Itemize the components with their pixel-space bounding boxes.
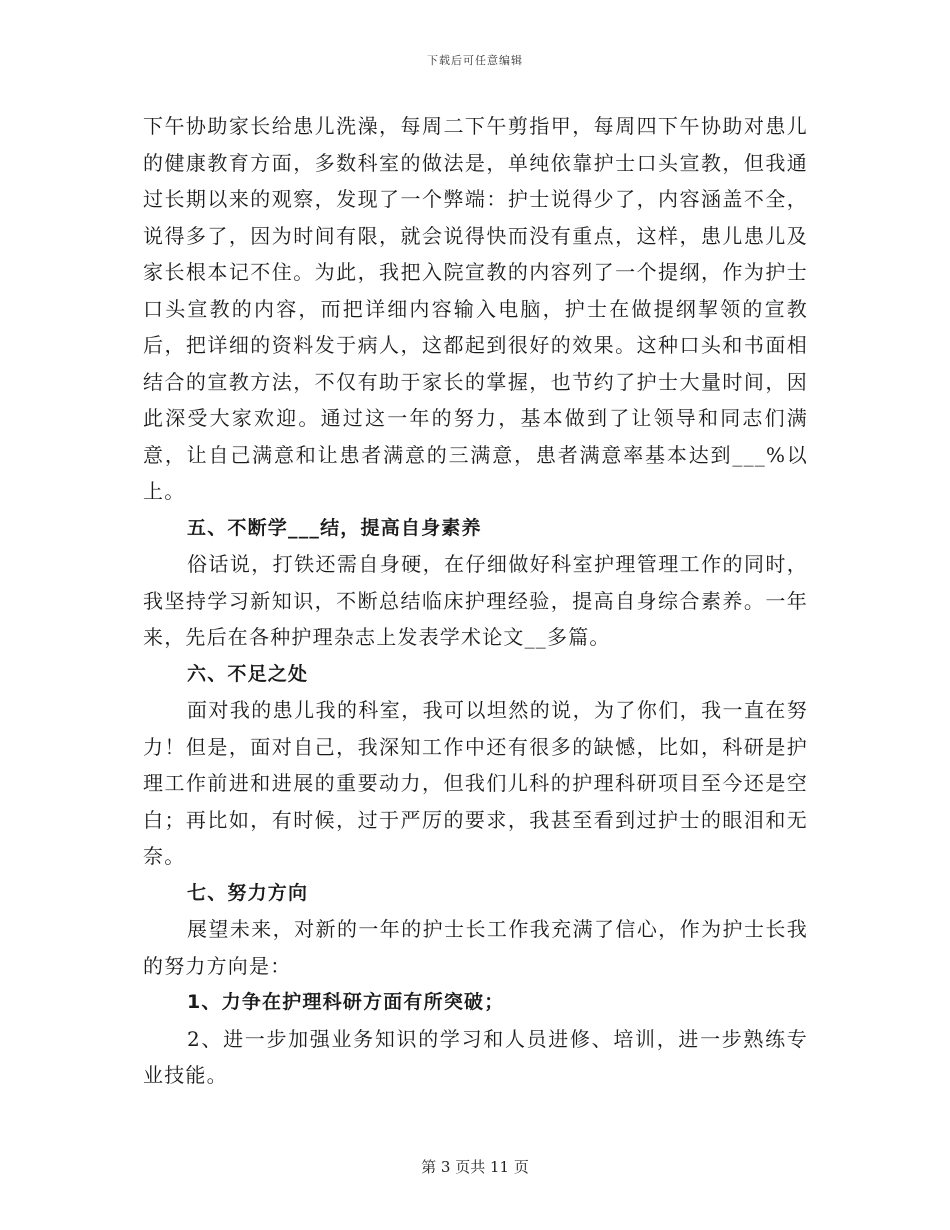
goal-item-2: 2、进一步加强业务知识的学习和人员进修、培训，进一步熟练专业技能。 xyxy=(143,1026,808,1087)
section-heading-5: 五、不断学___结，提高自身素养 xyxy=(187,516,482,539)
paragraph-shortcomings: 面对我的患儿我的科室，我可以坦然的说，为了你们，我一直在努力！但是，面对自己，我深知工作中还有很多的缺憾，比如，科研是护理工作前进和进展的重要动力，但我们儿科的护理科研项目至今还是空白；再比如，有时候，过于严厉的要求，我甚至看到过护士的眼泪和无奈。 xyxy=(143,698,808,868)
document-body xyxy=(143,108,808,1094)
section-heading-7: 七、努力方向 xyxy=(187,881,309,904)
paragraph-health-education: 下午协助家长给患儿洗澡，每周二下午剪指甲，每周四下午协助对患儿的健康教育方面，多数科室的做法是，单纯依靠护士口头宣教，但我通过长期以来的观察，发现了一个弊端：护士说得少了，内容涵盖不全，说得多了，因为时间有限，就会说得快而没有重点，这样，患儿患儿及家长根本记不住。为此，我把入院宣教的内容列了一个提纲，作为护士口头宣教的内容，而把详细内容输入电脑，护士在做提纲挈领的宣教后，把详细的资料发于病人，这都起到很好的效果。这种口头和书面相结合的宣教方法，不仅有助于家长的掌握，也节约了护士大量时间，因此深受大家欢迎。通过这一年的努力，基本做到了让领导和同志们满意，让自己满意和让患者满意的三满意，患者满意率基本达到___%以上。 xyxy=(143,114,808,503)
page-header: 下载后可任意编辑 xyxy=(427,54,523,67)
paragraph-outlook: 展望未来，对新的一年的护士长工作我充满了信心，作为护士长我的努力方向是： xyxy=(143,917,808,978)
goal-item-1: 1、力争在护理科研方面有所突破； xyxy=(187,991,505,1013)
page-number-footer: 第 3 页共 11 页 xyxy=(421,1158,529,1176)
paragraph-self-improvement: 俗话说，打铁还需自身硬，在仔细做好科室护理管理工作的同时，我坚持学习新知识，不断总结临床护理经验，提高自身综合素养。一年来，先后在各种护理杂志上发表学术论文__多篇。 xyxy=(143,552,808,649)
section-heading-6: 六、不足之处 xyxy=(187,662,309,685)
